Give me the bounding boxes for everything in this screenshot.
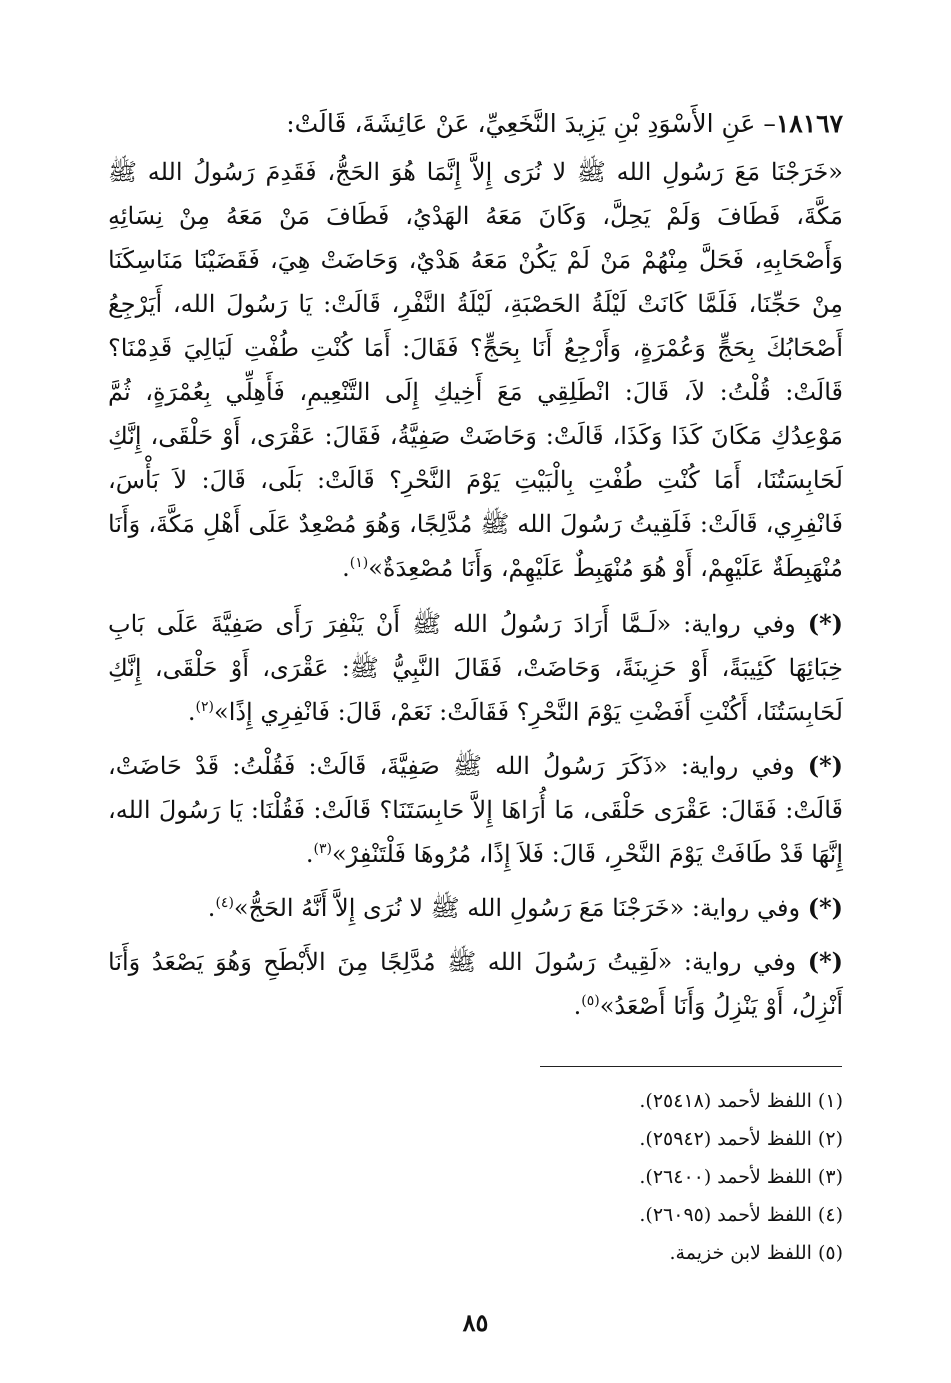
riwaya-block — [108, 886, 843, 930]
hadith-heading — [108, 104, 843, 144]
footnotes-list — [443, 1082, 843, 1272]
sentence-end: . — [342, 554, 350, 582]
footnote-ref[interactable]: (٥) — [581, 993, 600, 1009]
riwaya-text: وفي رواية: «لَقِيتُ رَسُولَ الله ﷺ مُدَّلِجًا مِنَ الأَبْطَحِ وَهُوَ يَصْعَدُ وَأَنَا أَنْزِلُ، أَوْ يَنْزِلُ وَأَنَا أَصْعَدُ» — [108, 948, 843, 1020]
footnote-item: (٢) اللفظ لأحمد (٢٥٩٤٢). — [639, 1128, 843, 1150]
hadith-number: ١٨١٦٧ — [775, 109, 843, 138]
riwaya-marker: (*) — [807, 893, 843, 922]
riwaya-paragraph — [108, 744, 843, 876]
riwaya-block — [108, 602, 843, 734]
footnote-item: (٣) اللفظ لأحمد (٢٦٤٠٠). — [639, 1166, 843, 1188]
riwaya-text: وفي رواية: «لَـمَّا أَرَادَ رَسُولُ الله ﷺ أَنْ يَنْفِرَ رَأَى صَفِيَّةَ عَلَى بَابِ خِبَائِهَا كَئِيبَةً، أَوْ حَزِينَةً، وَحَاضَتْ، فَقَالَ النَّبِيُّ ﷺ: عَقْرَى، أَوْ حَلْقَى، إِنَّكِ لَحَابِسَتُنَا، أَكُنْتِ أَفَضْتِ يَوْمَ النَّحْرِ؟ فَقَالَتْ: نَعَمْ، قَالَ: فَانْفِرِي إِذًا» — [108, 610, 844, 726]
footnote-ref[interactable]: (٢) — [195, 699, 215, 715]
sentence-end: . — [207, 894, 216, 922]
riwaya-marker: (*) — [807, 751, 843, 780]
hadith-main-text-block — [108, 150, 843, 590]
footnote-item: (٤) اللفظ لأحمد (٢٦٠٩٥). — [639, 1204, 843, 1226]
sentence-end: . — [573, 992, 582, 1020]
sentence-end: . — [305, 840, 314, 868]
footnote-ref[interactable]: (١) — [349, 555, 369, 571]
riwaya-paragraph — [108, 602, 843, 734]
footnote-item: (٥) اللفظ لابن خزيمة. — [669, 1242, 843, 1264]
footnote-ref[interactable]: (٤) — [215, 895, 234, 911]
riwaya-marker: (*) — [807, 947, 843, 976]
hadith-chain: – عَنِ الأَسْوَدِ بْنِ يَزِيدَ النَّخَعِيِّ، عَنْ عَائِشَةَ، قَالَتْ: — [286, 109, 776, 138]
riwaya-paragraph — [108, 940, 843, 1028]
riwaya-marker: (*) — [807, 609, 843, 638]
riwaya-text: وفي رواية: «خَرَجْنَا مَعَ رَسُولِ الله ﷺ لا نُرَى إِلاَّ أَنَّهُ الحَجُّ» — [233, 894, 801, 922]
footnote-item: (١) اللفظ لأحمد (٢٥٤١٨). — [639, 1090, 843, 1112]
footnote-ref[interactable]: (٣) — [313, 841, 332, 857]
riwaya-paragraph — [108, 886, 843, 930]
riwaya-block — [108, 940, 843, 1028]
hadith-main-text — [108, 150, 843, 590]
riwaya-block — [108, 744, 843, 876]
footnote-divider — [540, 1066, 842, 1067]
page-number: ٨٥ — [462, 1308, 489, 1337]
sentence-end: . — [187, 698, 196, 726]
hadith-text: «خَرَجْنَا مَعَ رَسُولِ الله ﷺ لا نُرَى إِلاَّ إِنَّمَا هُوَ الحَجُّ، فَقَدِمَ رَسُولُ الله ﷺ مَكَّةَ، فَطَافَ وَلَمْ يَحِلَّ، وَكَانَ مَعَهُ الهَدْيُ، فَطَافَ مَنْ مَعَهُ مِنْ نِسَائِهِ وَأَصْحَابِهِ، فَحَلَّ مِنْهُمْ مَنْ لَمْ يَكُنْ مَعَهُ هَدْيٌ، وَحَاضَتْ هِيَ، فَقَضَيْنَا مَنَاسِكَنَا مِنْ حَجِّنَا، فَلَمَّا كَانَتْ لَيْلَةُ الحَصْبَةِ، لَيْلَةُ النَّفْرِ، قَالَتْ: يَا رَسُولَ الله، أَيَرْجِعُ أَصْحَابُكَ بِحَجٍّ وَعُمْرَةٍ، وَأَرْجِعُ أَنَا بِحَجٍّ؟ فَقَالَ: أَمَا كُنْتِ طُفْتِ لَيَالِيَ قَدِمْنَا؟ قَالَتْ: قُلْتُ: لاَ، قَالَ: انْطَلِقِي مَعَ أَخِيكِ إِلَى التَّنْعِيمِ، فَأَهِلِّي بِعُمْرَةٍ، ثُمَّ مَوْعِدُكِ مَكَانَ كَذَا وَكَذَا، قَالَتْ: وَحَاضَتْ صَفِيَّةُ، فَقَالَ: عَقْرَى، أَوْ حَلْقَى، إِنَّكِ لَحَابِسَتُنَا، أَمَا كُنْتِ طُفْتِ بِالْبَيْتِ يَوْمَ النَّحْرِ؟ قَالَتْ: بَلَى، قَالَ: لاَ بَأْسَ، فَانْفِرِي، قَالَتْ: فَلَقِيتُ رَسُولَ الله ﷺ مُدَّلِجًا، وَهُوَ مُصْعِدٌ عَلَى أَهْلِ مَكَّةَ، وَأَنَا مُنْهَبِطَةٌ عَلَيْهِمْ، أَوْ هُوَ مُنْهَبِطٌ عَلَيْهِمْ، وَأَنَا مُصْعِدَةٌ» — [108, 158, 843, 582]
riwaya-text: وفي رواية: «ذَكَرَ رَسُولُ الله ﷺ صَفِيَّةَ، قَالَتْ: فَقُلْتُ: قَدْ حَاضَتْ، قَالَتْ: فَقَالَ: عَقْرَى حَلْقَى، مَا أُرَاهَا إِلاَّ حَابِسَتَنَا؟ قَالَتْ: فَقُلْنَا: يَا رَسُولَ الله، إِنَّهَا قَدْ طَافَتْ يَوْمَ النَّحْرِ، قَالَ: فَلاَ إِذًا، مُرُوهَا فَلْتَنْفِرْ» — [108, 752, 843, 868]
